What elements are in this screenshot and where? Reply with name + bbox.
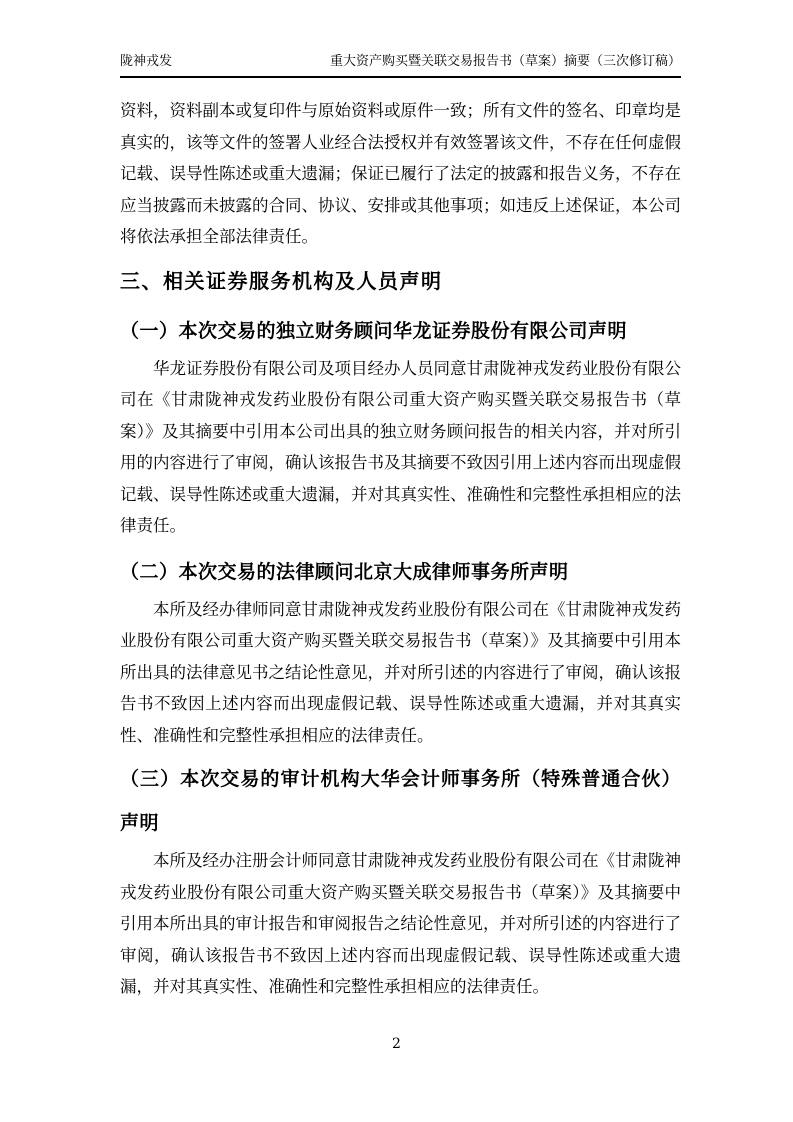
carryover-paragraph: 资料，资料副本或复印件与原始资料或原件一致；所有文件的签名、印章均是真实的，该等文件的签署人业经合法授权并有效签署该文件，不存在任何虚假记载、误导性陈述或重大遗漏；保证已履行了法定的披露和报告义务，不存在应当披露而未披露的合同、协议、安排或其他事项；如违反上述保证，本公司将依法承担全部法律责任。 [120,101,681,246]
subsection-paragraph-3: 本所及经办注册会计师同意甘肃陇神戎发药业股份有限公司在《甘肃陇神戎发药业股份有限公司重大资产购买暨关联交易报告书（草案）》及其摘要中引用本所出具的审计报告和审阅报告之结论性意见，并对所引述的内容进行了审阅，确认该报告书不致因上述内容而出现虚假记载、误导性陈述或重大遗漏，并对其真实性、准确性和完整性承担相应的法律责任。 [120,851,681,996]
document-body [120,95,681,1003]
subsection-paragraph-2: 本所及经办律师同意甘肃陇神戎发药业股份有限公司在《甘肃陇神戎发药业股份有限公司重大资产购买暨关联交易报告书（草案）》及其摘要中引用本所出具的法律意见书之结论性意见，并对所引述的内容进行了审阅，确认该报告书不致因上述内容而出现虚假记载、误导性陈述或重大遗漏，并对其真实性、准确性和完整性承担相应的法律责任。 [120,599,681,745]
section-heading-3: 三、相关证券服务机构及人员声明 [120,268,443,293]
page-number: 2 [392,1036,401,1052]
subsection-heading-2: （二）本次交易的法律顾问北京大成律师事务所声明 [120,560,569,583]
header-right-title: 重大资产购买暨关联交易报告书（草案）摘要（三次修订稿） [329,54,681,69]
subsection-heading-3: （三）本次交易的审计机构大华会计师事务所（特殊普通合伙）声明 [120,768,681,834]
subsection-paragraph-1: 华龙证券股份有限公司及项目经办人员同意甘肃陇神戎发药业股份有限公司在《甘肃陇神戎发药业股份有限公司重大资产购买暨关联交易报告书（草案）》及其摘要中引用本公司出具的独立财务顾问报告的相关内容，并对所引用的内容进行了审阅，确认该报告书及其摘要不致因引用上述内容而出现虚假记载、误导性陈述或重大遗漏，并对其真实性、准确性和完整性承担相应的法律责任。 [120,358,681,535]
subsection-heading-1: （一）本次交易的独立财务顾问华龙证券股份有限公司声明 [120,319,628,342]
header-left-title: 陇神戎发 [120,54,173,69]
page-header [120,54,681,78]
page-footer [0,1036,793,1052]
